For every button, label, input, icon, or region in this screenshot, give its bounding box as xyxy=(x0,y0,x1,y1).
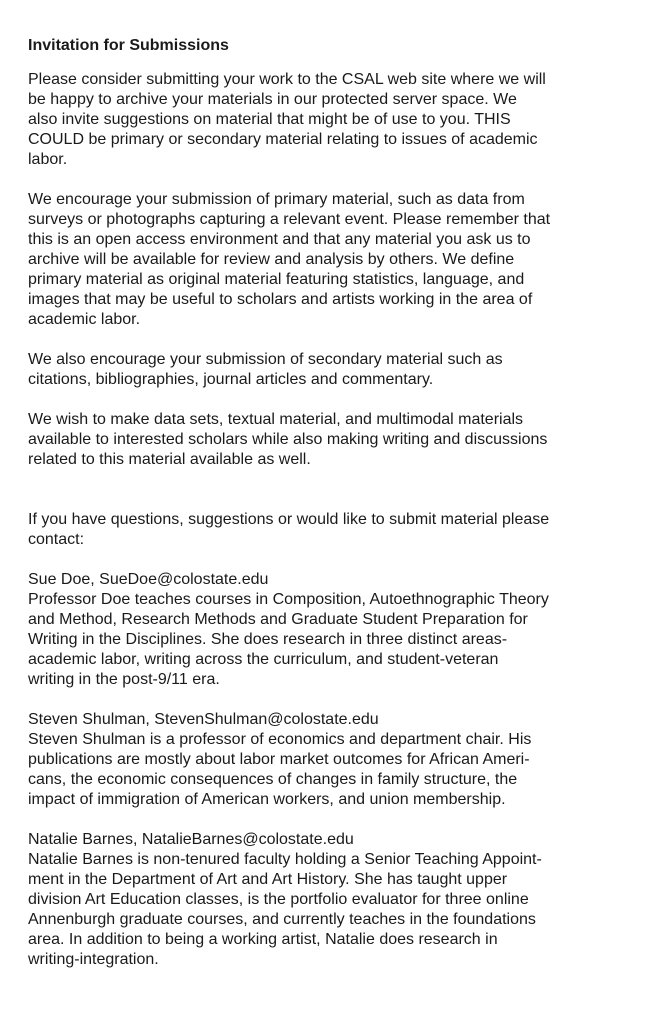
contact-header: Sue Doe, SueDoe@colostate.edu xyxy=(28,571,269,588)
contact-natalie-barnes xyxy=(28,830,643,970)
contact-sue-doe xyxy=(28,570,643,690)
intro-paragraph: Please consider submitting your work to the CSAL web site where we will be happy to archive your materials in our protected server space. We also invite suggestions on material that might be of use to you. THIS COULD be primary or secondary material relating to issues of academic labor. xyxy=(28,71,546,168)
contact-intro: If you have questions, suggestions or would like to submit material please contact: xyxy=(28,511,550,548)
contact-header: Natalie Barnes, NatalieBarnes@colostate.edu xyxy=(28,831,354,848)
primary-material-paragraph: We encourage your submission of primary material, such as data from surveys or photographs capturing a relevant event. Please remember that this is an open access environment and that any material you ask us to archive will be available for review and analysis by others. We define primary material as original material featuring statistics, language, and images that may be useful to scholars and artists working in the area of academic labor. xyxy=(28,191,551,328)
contact-bio: Professor Doe teaches courses in Composition, Autoethnographic Theory and Method, Research Methods and Graduate Student Preparation for Writing in the Disciplines. She does research in three distinct areas- academic labor, writing across the curriculum, and student-veteran writing in the post-9/11 era. xyxy=(28,591,549,688)
contact-header: Steven Shulman, StevenShulman@colostate.edu xyxy=(28,711,379,728)
contact-bio: Steven Shulman is a professor of economics and department chair. His publications are mostly about labor market outcomes for African Ameri- cans, the economic consequences of changes in family structure, the impact of immigration of American workers, and union membership. xyxy=(28,731,532,808)
contact-bio: Natalie Barnes is non-tenured faculty holding a Senior Teaching Appoint- ment in the Department of Art and Art History. She has taught upper division Art Education classes, is the portfolio evaluator for three online Annenburgh graduate courses, and currently teaches in the foundations area. In addition to being a working artist, Natalie does research in writing-integration. xyxy=(28,851,542,968)
data-sets-paragraph: We wish to make data sets, textual material, and multimodal materials available to interested scholars while also making writing and discussions related to this material available as well. xyxy=(28,411,548,468)
page-title: Invitation for Submissions xyxy=(28,37,229,54)
spacer xyxy=(28,490,643,510)
contact-steven-shulman xyxy=(28,710,643,810)
secondary-material-paragraph: We also encourage your submission of secondary material such as citations, bibliographies, journal articles and commentary. xyxy=(28,351,503,388)
